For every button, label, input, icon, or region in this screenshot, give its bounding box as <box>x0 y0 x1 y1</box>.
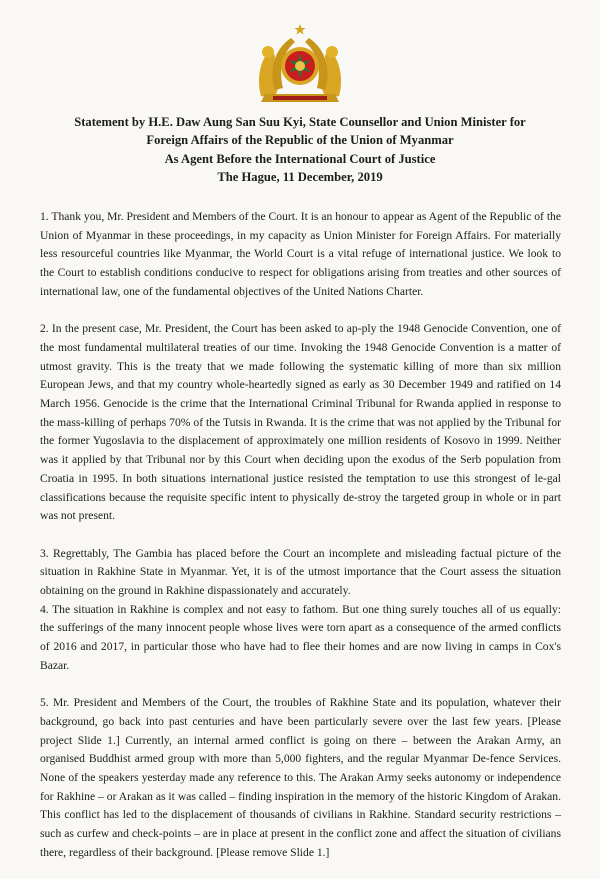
header-line-2: Foreign Affairs of the Republic of the Union of Myanmar <box>146 133 454 148</box>
paragraph-4: 4. The situation in Rakhine is complex and not easy to fathom. But one thing surely touches all of us equally: the sufferings of the many innocent people whose lives were torn apart as a consequence of the armed conflicts of 2016 and 2017, in particular those who have had to flee their homes and are now living in camps in Cox's Bazar. <box>40 602 561 672</box>
statement-header <box>40 113 560 187</box>
header-line-3: As Agent Before the International Court of Justice <box>164 151 436 166</box>
paragraph-2: 2. In the present case, Mr. President, the Court has been asked to ap-ply the 1948 Genocide Convention, one of the most fundamental multilateral treaties of our time. Invoking the 1948 Genocide Convention is a matter of utmost gravity. This is the treaty that we made following the systematic killing of more than six million European Jews, and that my country whole-heartedly signed as early as 30 December 1949 and ratified on 14 March 1956. Genocide is the crime that the International Criminal Tribunal for Rwanda applied in response to the mass-killing of perhaps 70% of the Tutsis in Rwanda. It is the crime that was not applied by the Tribunal for the former Yugoslavia to the displacement of approximately one million residents of Kosovo in 1999. Neither was it applied by that Tribunal nor by this Court when deciding upon the exodus of the Serb population from Croatia in 1995. In both situations international justice resisted the temptation to use this strongest of le-gal classifications because the requisite specific intent to physically de-stroy the targeted group in whole or in part was not present. <box>40 322 561 523</box>
paragraph-5: 5. Mr. President and Members of the Court, the troubles of Rakhine State and its population, whatever their background, go back into past centuries and have been particularly severe over the last few years. [Please project Slide 1.] Currently, an internal armed conflict is going on there – between the Arakan Army, an organised Buddhist armed group with more than 5,000 fighters, and the regular Myanmar De-fence Services. None of the speakers yesterday made any reference to this. The Arakan Army seeks autonomy or independence for Rakhine – or Arakan as it was called – finding inspiration in the memory of the historic Kingdom of Arakan. This conflict has led to the displacement of thousands of civilians in Rakhine. Standard security restrictions – such as curfew and check-points – are in place at present in the conflict zone and affect the situation of civilians there, regardless of their background. [Please remove Slide 1.] <box>40 696 561 859</box>
paragraph-3: 3. Regrettably, The Gambia has placed before the Court an incomplete and misleading factual picture of the situation in Rakhine State in Myanmar. Yet, it is of the utmost importance that the Court assess the situation obtaining on the ground in Rakhine dispassionately and accurately. <box>40 546 561 598</box>
header-line-1: Statement by H.E. Daw Aung San Suu Kyi, State Counsellor and Union Minister for <box>74 115 526 129</box>
header-line-4: The Hague, 11 December, 2019 <box>217 170 383 185</box>
paragraph-1: 1. Thank you, Mr. President and Members of the Court. It is an honour to appear as Agent of the Republic of the Union of Myanmar in these proceedings, in my capacity as Union Minister for Foreign Affairs. For materially less resourceful countries like Myanmar, the World Court is a vital refuge of international justice. We look to the Court to establish conditions conducive to respect for obligations arising from treaties and other sources of international law, one of the fundamental objectives of the United Nations Charter. <box>40 210 561 298</box>
statement-body <box>40 208 561 863</box>
myanmar-state-emblem-icon <box>251 22 349 108</box>
